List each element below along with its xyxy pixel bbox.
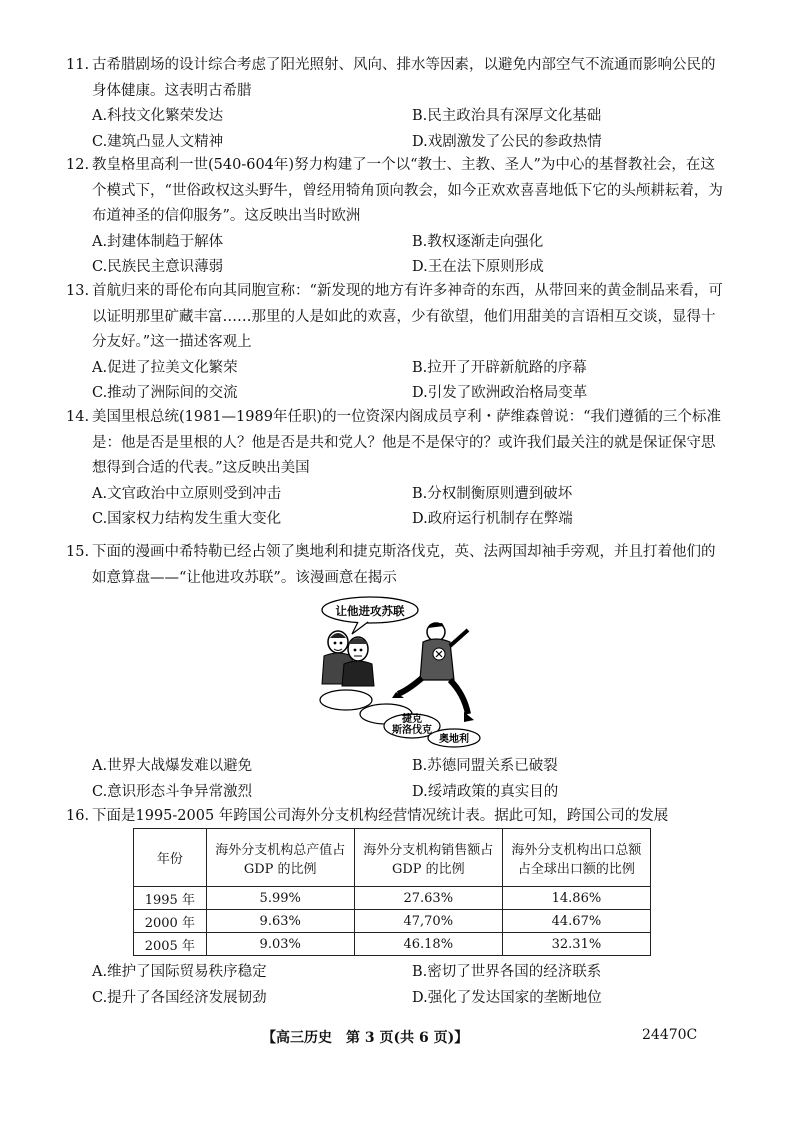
question-stem: 下面的漫画中希特勒已经占领了奥地利和捷克斯洛伐克，英、法两国却袖手旁观，并且打着他们的如意算盘——“让他进攻苏联”。该漫画意在揭示 [92, 544, 716, 586]
footer-page-info: 【高三历史 第 3 页(共 6 页)】 [262, 1030, 469, 1046]
option-b: B.拉开了开辟新航路的序幕 [412, 359, 587, 376]
option-c: C.提升了各国经济发展韧劲 [92, 989, 267, 1006]
question-number: 16. [66, 808, 90, 824]
table-header: 海外分支机构销售额占 GDP 的比例 [354, 829, 502, 887]
question-13 [66, 279, 726, 407]
question-15-options [66, 754, 726, 805]
option-d: D.绥靖政策的真实目的 [412, 783, 559, 800]
bubble-text: 让他进攻苏联 [335, 604, 405, 618]
table-cell: 9.03% [206, 933, 354, 956]
statistics-table [133, 828, 651, 956]
option-d: D.引发了欧洲政治格局变革 [412, 385, 588, 401]
option-a: A.维护了国际贸易秩序稳定 [92, 964, 267, 980]
question-stem: 古希腊剧场的设计综合考虑了阳光照射、风向、排水等因素，以避免内部空气不流通而影响公民的身体健康。这表明古希腊 [92, 57, 716, 99]
table-cell: 5.99% [206, 887, 354, 910]
table-cell: 14.86% [502, 887, 650, 910]
option-a: A.科技文化繁荣发达 [92, 108, 224, 124]
table-header-row [134, 829, 651, 887]
question-stem: 教皇格里高利一世(540-604年)努力构建了一个以“教士、主教、圣人”为中心的基督教社会，在这个模式下，“世俗政权这头野牛，曾经用犄角顶向教会，如今正欢欢喜喜地低下它的头颅耕耘着，为布道神圣的信仰服务”。这反映出当时欧洲 [92, 157, 723, 224]
table-row [134, 910, 651, 933]
question-number: 13. [66, 283, 90, 299]
option-d: D.戏剧激发了公民的参政热情 [412, 133, 602, 150]
option-d: D.强化了发达国家的垄断地位 [412, 989, 602, 1006]
label-austria: 奥地利 [439, 734, 469, 745]
label-czech: 捷克 [402, 714, 422, 725]
table-cell: 2005 年 [134, 933, 207, 956]
question-11 [66, 53, 726, 155]
table-cell: 32.31% [502, 933, 650, 956]
question-15 [66, 540, 726, 591]
option-c: C.推动了洲际间的交流 [92, 385, 238, 401]
question-14 [66, 405, 726, 533]
option-c: C.国家权力结构发生重大变化 [92, 511, 282, 527]
cartoon-illustration [318, 594, 488, 750]
option-a: A.促进了拉美文化繁荣 [92, 359, 238, 376]
question-stem: 下面是1995-2005 年跨国公司海外分支机构经营情况统计表。据此可知，跨国公司的发展 [92, 808, 669, 824]
table-cell: 44.67% [502, 910, 650, 933]
label-slovakia: 斯洛伐克 [392, 725, 432, 736]
question-number: 15. [66, 544, 90, 560]
option-c: C.民族民主意识薄弱 [92, 259, 224, 275]
question-stem: 首航归来的哥伦布向其同胞宣称：“新发现的地方有许多神奇的东西，从带回来的黄金制品来看，可以证明那里矿藏丰富……那里的人是如此的欢喜，少有欲望，他们用甜美的言语相互交谈，显得十分友好。”这一描述客观上 [92, 283, 723, 350]
table-cell: 1995 年 [134, 887, 207, 910]
table-row [134, 887, 651, 910]
table-cell: 2000 年 [134, 910, 207, 933]
option-c: C.建筑凸显人文精神 [92, 133, 224, 150]
table-cell: 46.18% [354, 933, 502, 956]
table-row [134, 933, 651, 956]
table-cell: 9.63% [206, 910, 354, 933]
table-header: 海外分支机构总产值占 GDP 的比例 [206, 829, 354, 887]
option-c: C.意识形态斗争异常激烈 [92, 783, 253, 800]
table-cell: 27.63% [354, 887, 502, 910]
question-12 [66, 153, 726, 281]
british-french-leaders [322, 631, 374, 686]
question-16-options [66, 960, 726, 1011]
option-a: A.世界大战爆发难以避免 [92, 758, 253, 774]
question-stem: 美国里根总统(1981—1989年任职)的一位资深内阁成员亨利・萨维森曾说：“我们遵循的三个标准是：他是否是里根的人？他是否是共和党人？他是不是保守的？或许我们最关注的就是保证保守思想得到合适的代表。”这反映出美国 [92, 409, 722, 476]
option-a: A.封建体制趋于解体 [92, 233, 224, 250]
table-cell: 47,70% [354, 910, 502, 933]
footer-code: 24470C [642, 1027, 698, 1043]
option-d: D.政府运行机制存在弊端 [412, 511, 573, 527]
option-b: B.苏德同盟关系已破裂 [412, 758, 558, 774]
table-header: 年份 [134, 829, 207, 887]
table-header: 海外分支机构出口总额占全球出口额的比例 [502, 829, 650, 887]
option-d: D.王在法下原则形成 [412, 259, 544, 275]
question-number: 11. [66, 57, 90, 73]
question-number: 14. [66, 409, 90, 425]
option-a: A.文官政治中立原则受到冲击 [92, 485, 282, 502]
option-b: B.民主政治具有深厚文化基础 [412, 108, 602, 124]
question-number: 12. [66, 157, 90, 173]
option-b: B.密切了世界各国的经济联系 [412, 964, 602, 980]
option-b: B.分权制衡原则遭到破坏 [412, 485, 573, 502]
option-b: B.教权逐渐走向强化 [412, 233, 544, 250]
question-16 [66, 804, 726, 830]
